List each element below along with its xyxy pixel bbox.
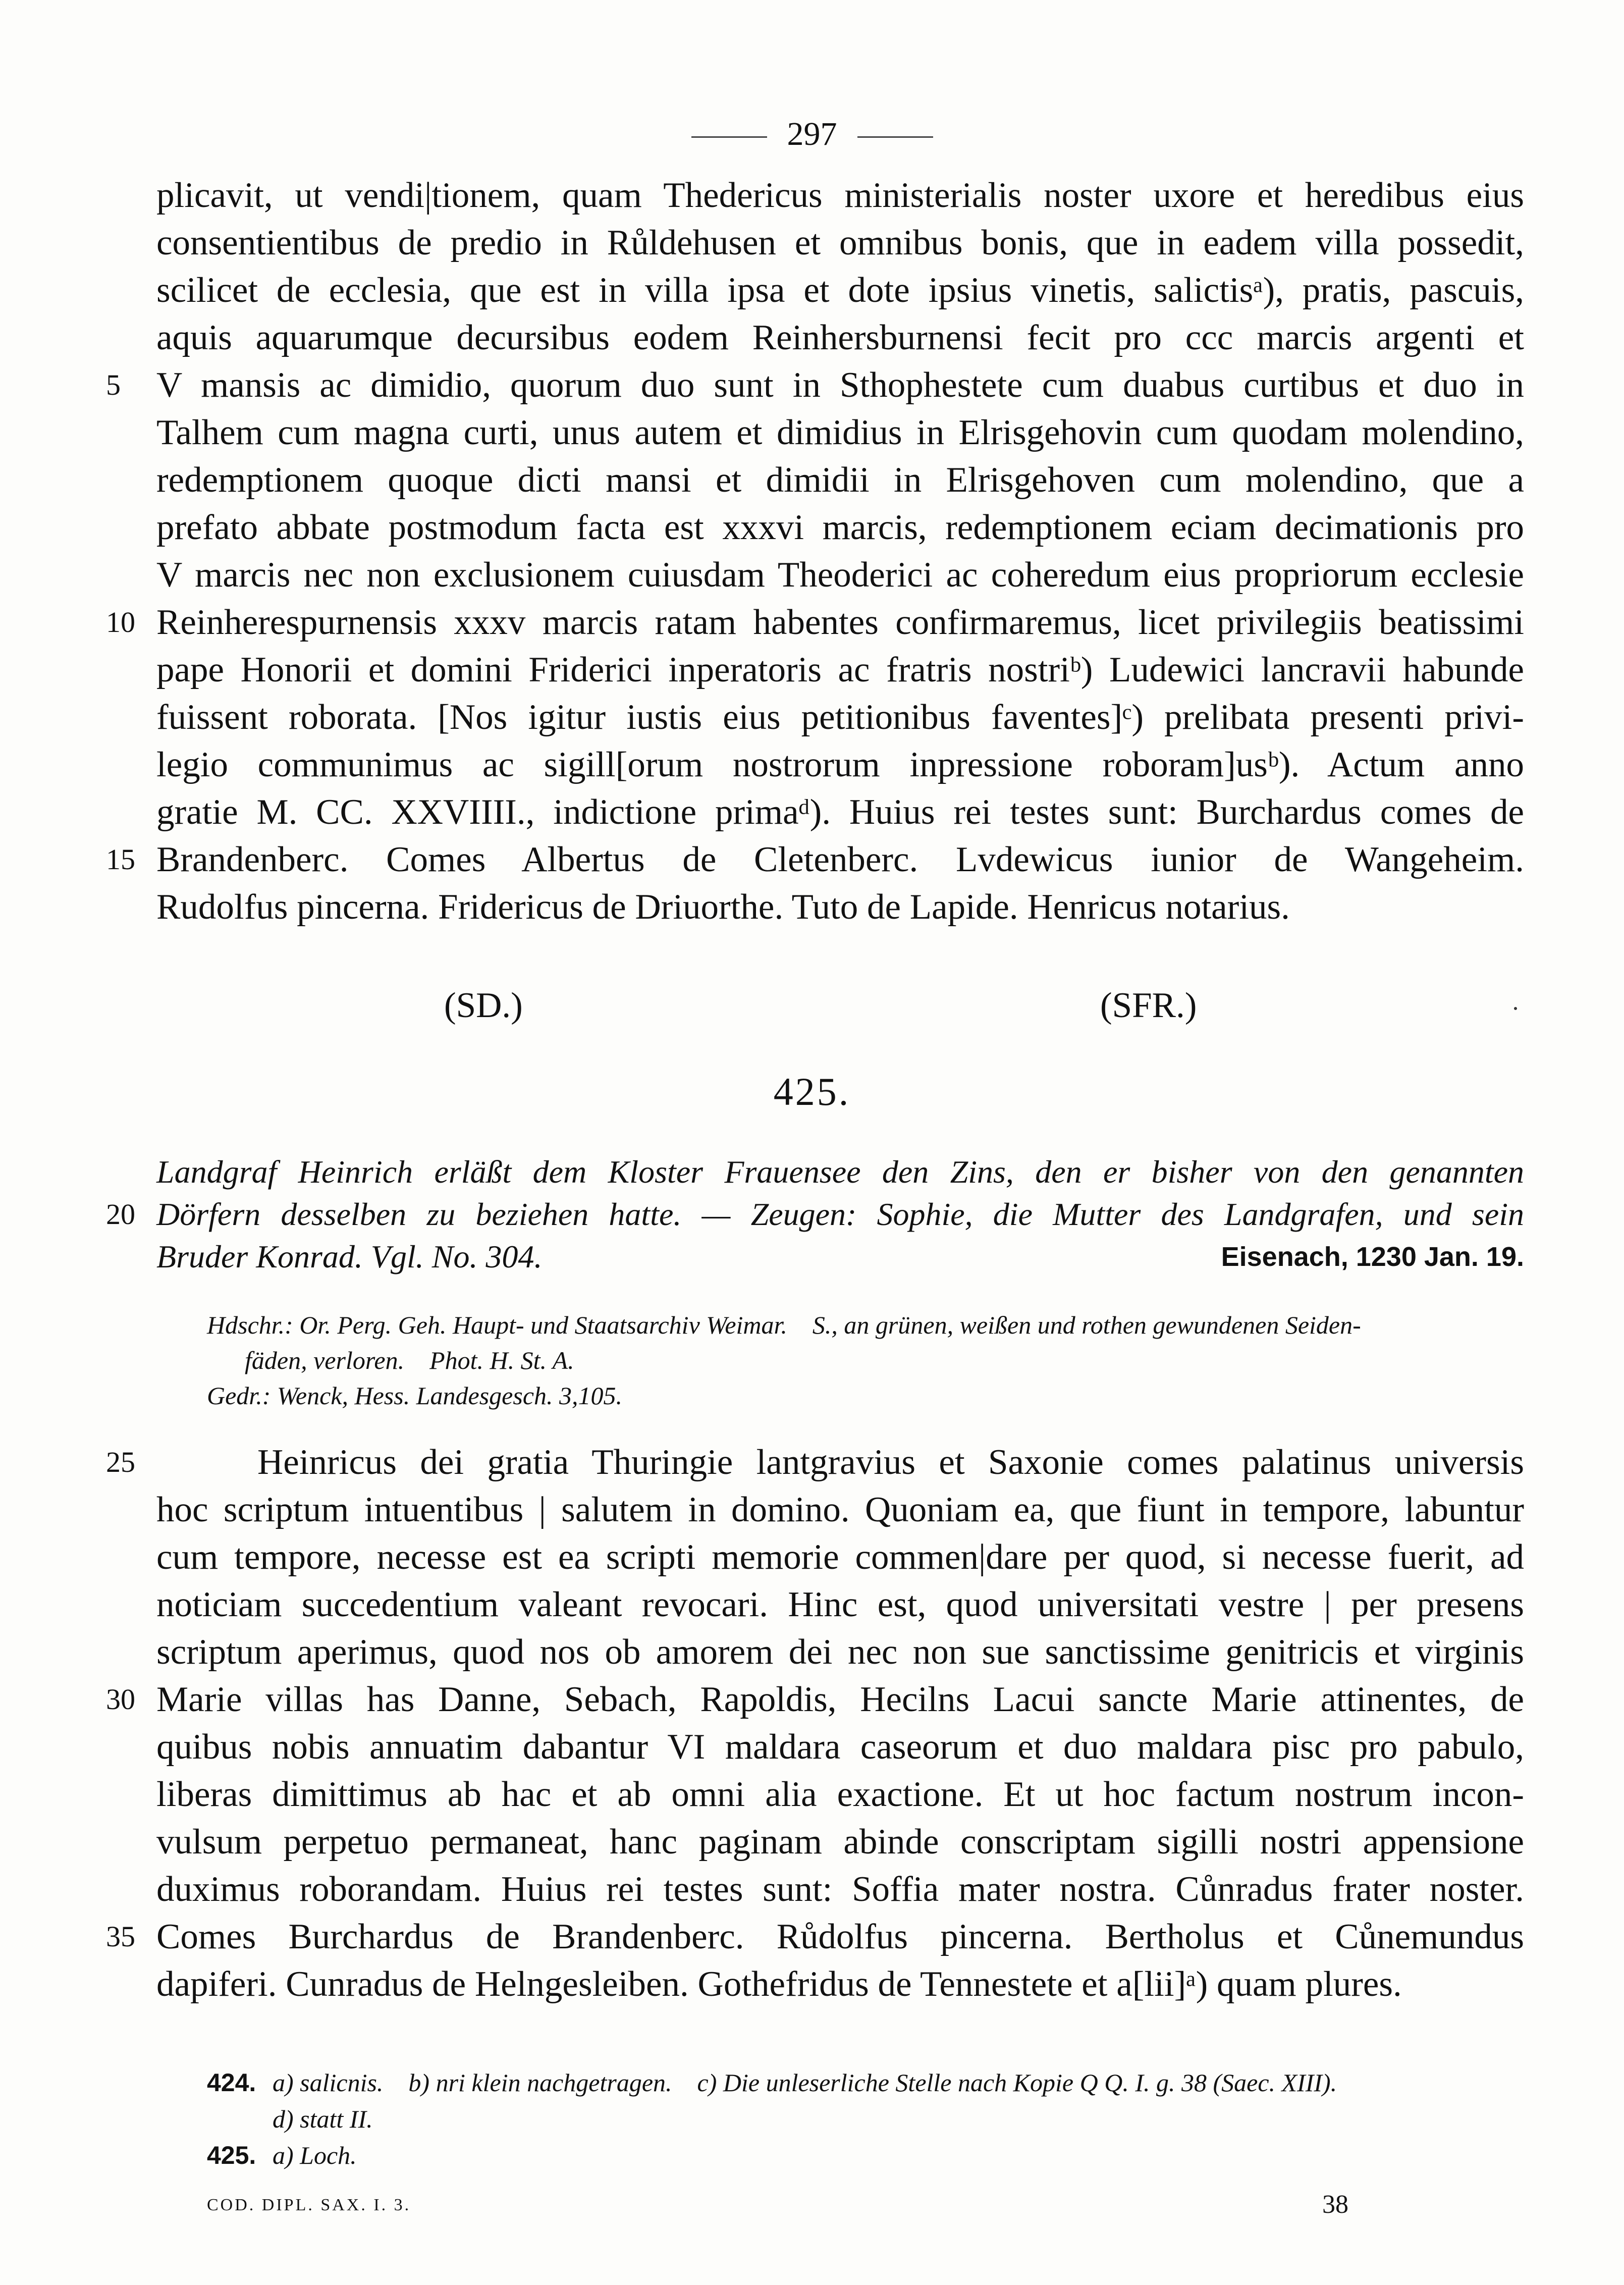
text-line [106,599,1524,646]
text-line [106,1676,1524,1723]
page-header [0,115,1624,153]
text-line [156,1533,1524,1581]
text-line [156,883,1524,931]
line-text: plicavit, ut vendi|tionem, quam Thedericus ministerialis noster uxore et heredibus eius [156,176,1524,215]
line-text: Reinherespurnensis xxxv marcis ratam habentes confirmaremus, licet privilegiis beatissimi [156,603,1524,642]
line-text: Rudolfus pincerna. Fridericus de Driuorthe. Tuto de Lapide. Henricus notarius. [156,887,1290,927]
footer-signature: COD. DIPL. SAX. I. 3. [207,2196,411,2214]
line-number: 5 [106,368,121,401]
text-line [156,314,1524,361]
footnote-text: d) statt II. [273,2105,373,2133]
stray-mark [1514,1007,1517,1010]
text-line [106,361,1524,409]
footnote [207,2101,1519,2137]
line-text: Talhem cum magna curti, unus autem et dimidius in Elrisgehovin cum quodam molendino, [156,413,1524,452]
text-line [156,551,1524,599]
header-rule-left [691,136,767,138]
text-line [156,1628,1524,1676]
line-text: cum tempore, necesse est ea scripti memorie commen|dare per quod, si necesse fuerit, ad [156,1537,1524,1577]
regest-summary [106,1151,1524,1278]
text-line [156,1486,1524,1533]
text-line [156,267,1524,314]
seal-right: (SFR.) [1100,986,1197,1025]
line-text: quibus nobis annuatim dabantur VI maldara caseorum et duo maldara pisc pro pabulo, [156,1727,1524,1767]
line-number: 10 [106,606,135,639]
text-line [156,1723,1524,1771]
summary-line [156,1151,1524,1193]
text-line [156,1866,1524,1913]
line-number: 20 [106,1198,135,1231]
text-line [156,1818,1524,1866]
summary-text: Bruder Konrad. Vgl. No. 304. [156,1239,543,1274]
footer-sheet-number: 38 [1322,2190,1348,2219]
line-number: 25 [106,1446,135,1478]
source-line: Hdschr.: Or. Perg. Geh. Haupt- und Staatsarchiv Weimar. S., an grünen, weißen und rothen gewundenen Seiden- [207,1311,1361,1339]
summary-text: Dörfern desselben zu beziehen hatte. — Zeugen: Sophie, die Mutter des Landgrafen, und sein [156,1196,1524,1232]
line-text: dapiferi. Cunradus de Helngesleiben. Gothefridus de Tennestete et a[lii]ᵃ) quam plures. [156,1964,1402,2004]
line-text: pape Honorii et domini Friderici inperatoris ac fratris nostriᵇ) Ludewici lancravii habunde [156,650,1524,689]
source-line: fäden, verloren. Phot. H. St. A. [207,1346,574,1374]
line-text: gratie M. CC. XXVIIII., indictione primaᵈ). Huius rei testes sunt: Burchardus comes de [156,792,1524,832]
text-line [156,1960,1524,2008]
text-line [156,409,1524,456]
line-text: aquis aquarumque decursibus eodem Reinhersburnensi fecit pro ccc marcis argenti et [156,318,1524,357]
seal-left: (SD.) [444,986,523,1025]
charter-text [106,1439,1524,2008]
footnote-doc-number: 425. [207,2141,256,2169]
line-text: consentientibus de predio in Růldehusen et omnibus bonis, que in eadem villa possedit, [156,223,1524,262]
line-text: scriptum aperimus, quod nos ob amorem dei nec non sue sanctissime genitricis et virginis [156,1632,1524,1672]
line-text: noticiam succedentium valeant revocari. Hinc est, quod universitati vestre | per presens [156,1585,1524,1624]
line-text: Comes Burchardus de Brandenberc. Růdolfus pincerna. Bertholus et Cůnemundus [156,1917,1524,1956]
line-text: vulsum perpetuo permaneat, hanc paginam abinde conscriptam sigilli nostri appensione [156,1822,1524,1862]
line-text: fuissent roborata. [Nos igitur iustis eius petitionibus faventes]ᶜ) prelibata presenti privi- [156,698,1524,737]
line-text: liberas dimittimus ab hac et ab omni alia exactione. Et ut hoc factum nostrum incon- [156,1775,1524,1814]
line-number: 15 [106,843,135,876]
text-line [156,1771,1524,1818]
line-text: hoc scriptum intuentibus | salutem in domino. Quoniam ea, que fiunt in tempore, labuntur [156,1490,1524,1529]
source-notes [207,1307,1519,1413]
line-text: Brandenberc. Comes Albertus de Cletenberc. Lvdewicus iunior de Wangeheim. [156,840,1524,879]
footnote-text: a) salicnis. b) nri klein nachgetragen. c) Die unleserliche Stelle nach Kopie Q Q. I. g. 38 (Saec. XIII). [273,2068,1337,2097]
footnote-doc-number: 424. [207,2068,256,2097]
line-text: Heinricus dei gratia Thuringie lantgravius et Saxonie comes palatinus universis [257,1443,1524,1482]
page-number: 297 [787,116,837,152]
line-text: Marie villas has Danne, Sebach, Rapoldis, Hecilns Lacui sancte Marie attinentes, de [156,1680,1524,1719]
footnote [207,2064,1519,2101]
summary-last-line [156,1236,1524,1278]
text-line [156,646,1524,694]
footnote-text: a) Loch. [273,2141,357,2169]
summary-line [106,1193,1524,1236]
document-number: 425. [773,1070,851,1113]
line-text: prefato abbate postmodum facta est xxxvi marcis, redemptionem eciam decimationis pro [156,508,1524,547]
text-line [156,788,1524,836]
line-number: 35 [106,1920,135,1953]
text-line [156,456,1524,504]
line-text: duximus roborandam. Huius rei testes sunt: Soffia mater nostra. Cůnradus frater noster. [156,1870,1524,1909]
text-line [106,1439,1524,1486]
text-line [106,1913,1524,1960]
line-text: V mansis ac dimidio, quorum duo sunt in Sthophestete cum duabus curtibus et duo in [156,365,1524,405]
line-number: 30 [106,1683,135,1716]
text-line [156,741,1524,788]
footnotes [207,2064,1519,2173]
text-line [156,694,1524,741]
summary-text: Landgraf Heinrich erläßt dem Kloster Frauensee den Zins, den er bisher von den genannten [156,1154,1524,1190]
text-line [156,219,1524,267]
header-rule-right [857,136,933,138]
line-text: legio communimus ac sigill[orum nostrorum inpressione roboram]usᵇ). Actum anno [156,745,1524,784]
doc-424-continuation [106,172,1524,931]
text-line [156,172,1524,219]
document-date: Eisenach, 1230 Jan. 19. [1221,1242,1524,1272]
text-line [106,836,1524,883]
line-text: V marcis nec non exclusionem cuiusdam Theoderici ac coheredum eius propriorum ecclesie [156,555,1524,595]
text-line [156,504,1524,551]
line-text: redemptionem quoque dicti mansi et dimidii in Elrisgehoven cum molendino, que a [156,460,1524,500]
footnote [207,2137,1519,2173]
line-text: scilicet de ecclesia, que est in villa ipsa et dote ipsius vinetis, salictisᵃ), pratis, pascuis, [156,271,1524,310]
seals-row [0,982,1624,1029]
text-line [156,1581,1524,1628]
source-line: Gedr.: Wenck, Hess. Landesgesch. 3,105. [207,1381,623,1410]
